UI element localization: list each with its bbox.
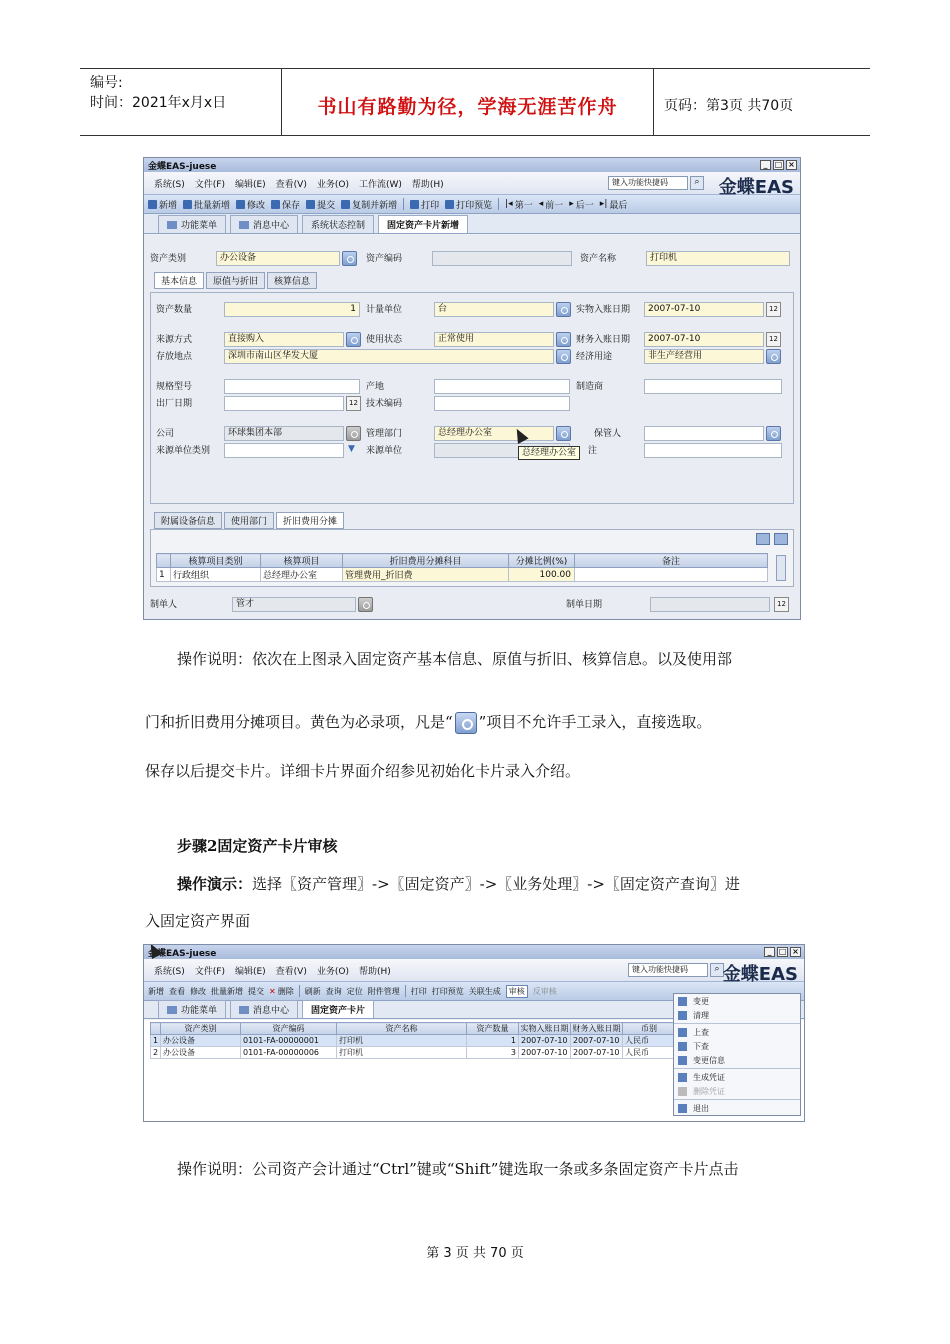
clear-icon (678, 1011, 687, 1020)
batch-new-button[interactable]: 批量新增 (211, 986, 243, 996)
date-label: 时间：2021年x月x日 (90, 95, 227, 111)
view-button[interactable]: 查看 (169, 986, 185, 996)
page-footer: 第 3 页 共 70 页 (426, 1246, 524, 1261)
batch-new-button[interactable]: 批量新增 (183, 198, 230, 211)
table-cell[interactable]: 打印机 (337, 1035, 467, 1047)
window-titlebar (144, 945, 804, 959)
bottom-tab-bar (154, 512, 344, 529)
menu-bar (144, 172, 800, 198)
unit-field[interactable]: 台 (434, 302, 554, 317)
grid-cell[interactable]: 总经理办公室 (261, 568, 343, 582)
audit-button[interactable]: 审核 (506, 985, 528, 998)
close-icon[interactable]: × (790, 947, 801, 957)
keeper-picker-icon[interactable] (766, 426, 781, 441)
copy-new-button[interactable]: 复制并新增 (341, 198, 397, 211)
usage-label: 经济用途 (576, 352, 613, 362)
fin-date-field[interactable]: 2007-07-10 (644, 332, 764, 347)
delete-icon: ✕ (269, 986, 276, 996)
info-icon (678, 1056, 687, 1065)
print-button[interactable]: 打印 (410, 986, 427, 996)
menu-file[interactable]: 文件(F) (194, 179, 225, 190)
location-field[interactable]: 深圳市南山区华发大厦 (224, 349, 554, 364)
table-cell[interactable]: 2007-07-10 (519, 1047, 571, 1059)
calendar-icon[interactable]: 12 (346, 396, 361, 411)
source-unit-label: 来源单位 (366, 446, 403, 456)
column-header[interactable]: 资产类别 (161, 1023, 241, 1035)
instruction-line-3: 保存以后提交卡片。详细卡片界面介绍参见初始化卡片录入介绍。 (145, 762, 581, 780)
dropdown-icon[interactable]: ▼ (348, 444, 355, 454)
create-date-field[interactable] (650, 597, 770, 612)
status-picker-icon[interactable] (556, 332, 571, 347)
menu-bar (144, 959, 804, 985)
table-cell[interactable]: 3 (467, 1047, 519, 1059)
change-icon (678, 997, 687, 1006)
grid-cell[interactable] (575, 568, 768, 582)
voucher-icon (678, 1073, 687, 1082)
message-icon (239, 1006, 249, 1014)
minimize-icon[interactable]: _ (760, 160, 771, 170)
menu-file[interactable]: 文件(F) (194, 966, 225, 977)
unit-picker-icon[interactable] (556, 302, 571, 317)
asset-code-label: 资产编码 (366, 254, 403, 264)
dept-picker-icon[interactable] (556, 426, 571, 441)
audit-dropdown-menu (673, 993, 801, 1116)
row-number: 2 (151, 1047, 161, 1059)
asset-code-field[interactable] (432, 251, 572, 266)
asset-name-label: 资产名称 (580, 254, 617, 264)
calendar-icon[interactable]: 12 (766, 332, 781, 347)
dept-field[interactable]: 总经理办公室 (434, 426, 554, 441)
new-button[interactable]: 新增 (148, 198, 177, 211)
column-header[interactable]: 资产名称 (337, 1023, 467, 1035)
submit-icon (306, 200, 315, 209)
header-meta (80, 69, 282, 135)
toolbar-separator (299, 985, 300, 997)
new-icon (148, 200, 157, 209)
tech-code-label: 技术编码 (366, 399, 403, 409)
model-label: 规格型号 (156, 382, 193, 392)
add-row-icon[interactable] (756, 533, 770, 545)
tech-code-field[interactable] (434, 396, 570, 411)
dept-label: 管理部门 (366, 429, 403, 439)
menu-icon (167, 1006, 177, 1014)
table-cell[interactable]: 办公设备 (161, 1047, 241, 1059)
number-label: 编号: (90, 75, 123, 91)
table-row[interactable] (151, 1035, 676, 1047)
copy-icon (341, 200, 350, 209)
page-label: 页码：第3页 共70页 (664, 98, 794, 114)
table-cell[interactable]: 办公设备 (161, 1035, 241, 1047)
print-preview-icon (445, 200, 454, 209)
previous-button[interactable]: ◂ 前一 (538, 199, 564, 211)
maximize-icon[interactable]: □ (774, 160, 783, 169)
save-icon (271, 200, 280, 209)
asset-list-window (143, 944, 805, 1122)
source-unit-type-field[interactable] (224, 443, 344, 458)
submit-button[interactable]: 提交 (248, 986, 264, 996)
trace-up-icon (678, 1028, 687, 1037)
last-icon: ▸| (599, 199, 608, 209)
menu-item-change-info[interactable]: 变更信息 (674, 1053, 800, 1067)
list-header-row (151, 1023, 676, 1035)
tab-message-center[interactable]: 消息中心 (230, 1000, 298, 1018)
next-icon: ▸ (569, 199, 574, 209)
grid-header: 分摊比例(%) (509, 554, 575, 568)
column-header[interactable]: 币别 (623, 1023, 676, 1035)
column-header[interactable]: 资产数量 (467, 1023, 519, 1035)
unaudit-button[interactable]: 反审核 (532, 986, 557, 996)
menu-business[interactable]: 业务(O) (316, 179, 349, 190)
menu-view[interactable]: 查看(V) (275, 179, 307, 190)
menu-item-trace-down[interactable]: 下查 (674, 1039, 800, 1053)
exit-icon (678, 1104, 687, 1113)
tab-system-status[interactable]: 系统状态控制 (302, 215, 374, 233)
first-button[interactable]: |◂ 第一 (505, 199, 533, 211)
asset-name-field[interactable]: 打印机 (646, 251, 790, 266)
quantity-label: 资产数量 (156, 305, 193, 315)
creator-label: 制单人 (150, 600, 178, 610)
factory-date-label: 出厂日期 (156, 399, 193, 409)
table-cell[interactable]: 1 (467, 1035, 519, 1047)
refresh-button[interactable]: 刷新 (304, 986, 321, 996)
trace-down-icon (678, 1042, 687, 1051)
menu-workflow[interactable]: 工作流(W) (358, 179, 402, 190)
modify-button[interactable]: 修改 (190, 986, 206, 996)
menu-help[interactable]: 帮助(H) (411, 179, 444, 190)
table-cell[interactable]: 2007-07-10 (571, 1047, 623, 1059)
demo-line-1: 操作演示：选择〖资产管理〗->〖固定资产〗->〖业务处理〗->〖固定资产查询〗进 (177, 875, 740, 893)
new-button[interactable]: 新增 (148, 986, 164, 996)
grid-header: 备注 (575, 554, 768, 568)
toolbar-separator (405, 985, 406, 997)
menu-view[interactable]: 查看(V) (275, 966, 307, 977)
usage-picker-icon[interactable] (766, 349, 781, 364)
entry-date-label: 实物入账日期 (576, 305, 631, 315)
grid-cell[interactable]: 管理费用_折旧费 (343, 568, 509, 582)
asset-list-table (150, 1022, 676, 1059)
note-label: 注 (588, 446, 598, 456)
entry-date-field[interactable]: 2007-07-10 (644, 302, 764, 317)
status-label: 使用状态 (366, 335, 403, 345)
modify-button[interactable]: 修改 (236, 198, 265, 211)
print-preview-button[interactable]: 打印预览 (445, 198, 492, 211)
document-header (80, 68, 870, 136)
menu-item-trace-up[interactable]: 上查 (674, 1025, 800, 1039)
maker-label: 制造商 (576, 382, 604, 392)
calendar-icon[interactable]: 12 (766, 302, 781, 317)
search-icon[interactable]: ⌕ (690, 176, 704, 190)
status-field[interactable]: 正常使用 (434, 332, 554, 347)
grid-header: 核算项目类别 (171, 554, 261, 568)
demo-label: 操作演示： (177, 875, 253, 893)
quantity-field[interactable]: 1 (224, 302, 360, 317)
column-header[interactable]: 实物入账日期 (520, 1024, 569, 1033)
asset-card-form (144, 235, 800, 619)
instruction-line-4: 操作说明：公司资产会计通过“Ctrl”键或“Shift”键选取一条或多条固定资产卡片点击 (177, 1160, 739, 1178)
menu-item-generate-voucher[interactable]: 生成凭证 (674, 1070, 800, 1084)
tab-function-menu[interactable]: 功能菜单 (158, 215, 226, 233)
dept-tooltip: 总经理办公室 (518, 446, 580, 460)
menu-system[interactable]: 系统(S) (154, 966, 185, 977)
location-picker-icon[interactable] (556, 349, 571, 364)
menu-icon (167, 221, 177, 229)
save-button[interactable]: 保存 (271, 198, 300, 211)
toolbar-separator (403, 198, 404, 210)
subtab-accounting-info[interactable]: 核算信息 (267, 272, 317, 289)
step-2-heading: 步骤2固定资产卡片审核 (177, 837, 338, 855)
scrollbar[interactable] (776, 555, 786, 581)
print-button[interactable]: 打印 (410, 198, 439, 211)
source-field[interactable]: 直接购入 (224, 332, 344, 347)
shortcut-search-input[interactable]: 键入功能快捷码 (608, 176, 688, 190)
message-icon (239, 221, 249, 229)
sub-tab-bar (154, 272, 317, 289)
minimize-icon[interactable]: _ (764, 947, 775, 957)
factory-date-field[interactable] (224, 396, 344, 411)
link-generate-button[interactable]: 关联生成 (468, 986, 501, 996)
row-number: 1 (157, 568, 171, 582)
tab-function-menu[interactable]: 功能菜单 (158, 1000, 226, 1018)
tab-message-center[interactable]: 消息中心 (230, 215, 298, 233)
column-header[interactable]: 财务入账日期 (572, 1024, 621, 1033)
table-cell[interactable]: 人民币 (623, 1047, 676, 1059)
instruction-line-2: 门和折旧费用分摊项目。黄色为必录项，凡是“ ”项目不允许手工录入，直接选取。 (145, 711, 810, 734)
query-button[interactable]: 查询 (325, 986, 342, 996)
table-cell[interactable]: 0101-FA-00000001 (241, 1035, 337, 1047)
first-icon: |◂ (505, 199, 513, 209)
unit-label: 计量单位 (366, 305, 403, 315)
submit-button[interactable]: 提交 (306, 198, 335, 211)
menu-edit[interactable]: 编辑(E) (234, 966, 266, 977)
fin-date-label: 财务入账日期 (576, 335, 631, 345)
tab-asset-card-new[interactable]: 固定资产卡片新增 (378, 215, 468, 233)
menu-item-delete-voucher[interactable]: 删除凭证 (674, 1084, 800, 1098)
menu-business[interactable]: 业务(O) (316, 966, 349, 977)
company-field[interactable]: 环球集团本部 (224, 426, 344, 441)
asset-category-field[interactable]: 办公设备 (216, 251, 340, 266)
search-icon[interactable]: ⌕ (710, 963, 724, 977)
location-label: 存放地点 (156, 352, 193, 362)
print-icon (410, 200, 419, 209)
menu-help[interactable]: 帮助(H) (358, 966, 391, 977)
print-preview-button[interactable]: 打印预览 (431, 986, 464, 996)
batch-new-icon (183, 200, 192, 209)
origin-field[interactable] (434, 379, 570, 394)
asset-category-label: 资产类别 (150, 254, 187, 264)
grid-cell[interactable]: 行政组织 (171, 568, 261, 582)
prev-icon: ◂ (538, 199, 544, 209)
window-title: 金蝶EAS-juese (148, 161, 217, 172)
grid-header: 折旧费用分摊科目 (343, 554, 509, 568)
grid-header-row (157, 554, 768, 568)
close-icon[interactable]: × (786, 160, 797, 170)
attachment-button[interactable]: 附件管理 (367, 986, 400, 996)
table-row[interactable] (151, 1047, 676, 1059)
model-field[interactable] (224, 379, 360, 394)
menu-edit[interactable]: 编辑(E) (234, 179, 266, 190)
edit-icon (236, 200, 245, 209)
subtab-basic-info[interactable]: 基本信息 (154, 272, 204, 289)
table-row[interactable] (157, 568, 768, 582)
delete-voucher-icon (678, 1087, 687, 1096)
motto: 书山有路勤为径，学海无涯苦作舟 (282, 69, 654, 135)
calendar-icon[interactable]: 12 (774, 597, 789, 612)
asset-category-picker-icon[interactable] (342, 251, 357, 266)
locate-button[interactable]: 定位 (346, 986, 363, 996)
grid-header: 核算项目 (261, 554, 343, 568)
tab-accessory-equipment[interactable]: 附属设备信息 (154, 512, 222, 529)
brand-logo: 金蝶EAS (718, 177, 794, 198)
origin-label: 产地 (366, 382, 385, 392)
company-picker-icon[interactable] (346, 426, 361, 441)
delete-row-icon[interactable] (774, 533, 788, 545)
instruction-line-1: 操作说明：依次在上图录入固定资产基本信息、原值与折旧、核算信息。以及使用部 (177, 650, 733, 668)
shortcut-search-input[interactable]: 键入功能快捷码 (628, 963, 708, 977)
maximize-icon[interactable]: □ (778, 947, 787, 956)
tab-bar (144, 214, 800, 234)
table-cell[interactable]: 2007-07-10 (519, 1035, 571, 1047)
window-title: 金蝶EAS-juese (148, 948, 217, 959)
window-titlebar (144, 158, 800, 172)
toolbar (144, 194, 800, 214)
asset-card-window (143, 157, 801, 620)
menu-item-clear[interactable]: 清理 (674, 1008, 800, 1022)
source-label: 来源方式 (156, 335, 193, 345)
table-cell[interactable]: 打印机 (337, 1047, 467, 1059)
table-cell[interactable]: 2007-07-10 (571, 1035, 623, 1047)
row-number: 1 (151, 1035, 161, 1047)
column-header[interactable]: 资产编码 (241, 1023, 337, 1035)
table-cell[interactable]: 0101-FA-00000006 (241, 1047, 337, 1059)
subtab-original-depreciation[interactable]: 原值与折旧 (206, 272, 265, 289)
usage-field[interactable]: 非生产经营用 (644, 349, 764, 364)
creator-picker-icon[interactable] (358, 597, 373, 612)
menu-item-change[interactable]: 变更 (674, 994, 800, 1008)
allocation-grid (156, 553, 768, 582)
demo-line-2: 入固定资产界面 (145, 912, 251, 930)
creator-field[interactable]: 管才 (232, 597, 356, 612)
menu-item-exit[interactable]: 退出 (674, 1101, 800, 1115)
tab-using-dept[interactable]: 使用部门 (224, 512, 274, 529)
delete-button[interactable]: ✕ 删除 (269, 986, 294, 996)
keeper-field[interactable] (644, 426, 764, 441)
last-button[interactable]: ▸| 最后 (599, 199, 628, 211)
create-date-label: 制单日期 (566, 600, 603, 610)
picker-icon (455, 712, 477, 734)
keeper-label: 保管人 (594, 429, 622, 439)
toolbar-separator (498, 198, 499, 210)
brand-logo: 金蝶EAS (722, 964, 798, 985)
menu-system[interactable]: 系统(S) (154, 179, 185, 190)
grid-cell[interactable]: 100.00 (509, 568, 575, 582)
tab-depreciation-allocation[interactable]: 折旧费用分摊 (276, 512, 344, 529)
source-unit-type-label: 来源单位类别 (156, 446, 211, 456)
note-field[interactable] (644, 443, 782, 458)
tab-asset-card[interactable]: 固定资产卡片 (302, 1000, 374, 1018)
maker-field[interactable] (644, 379, 782, 394)
table-cell[interactable]: 人民币 (623, 1035, 676, 1047)
source-picker-icon[interactable] (346, 332, 361, 347)
company-label: 公司 (156, 429, 175, 439)
next-button[interactable]: ▸ 后一 (569, 199, 594, 211)
